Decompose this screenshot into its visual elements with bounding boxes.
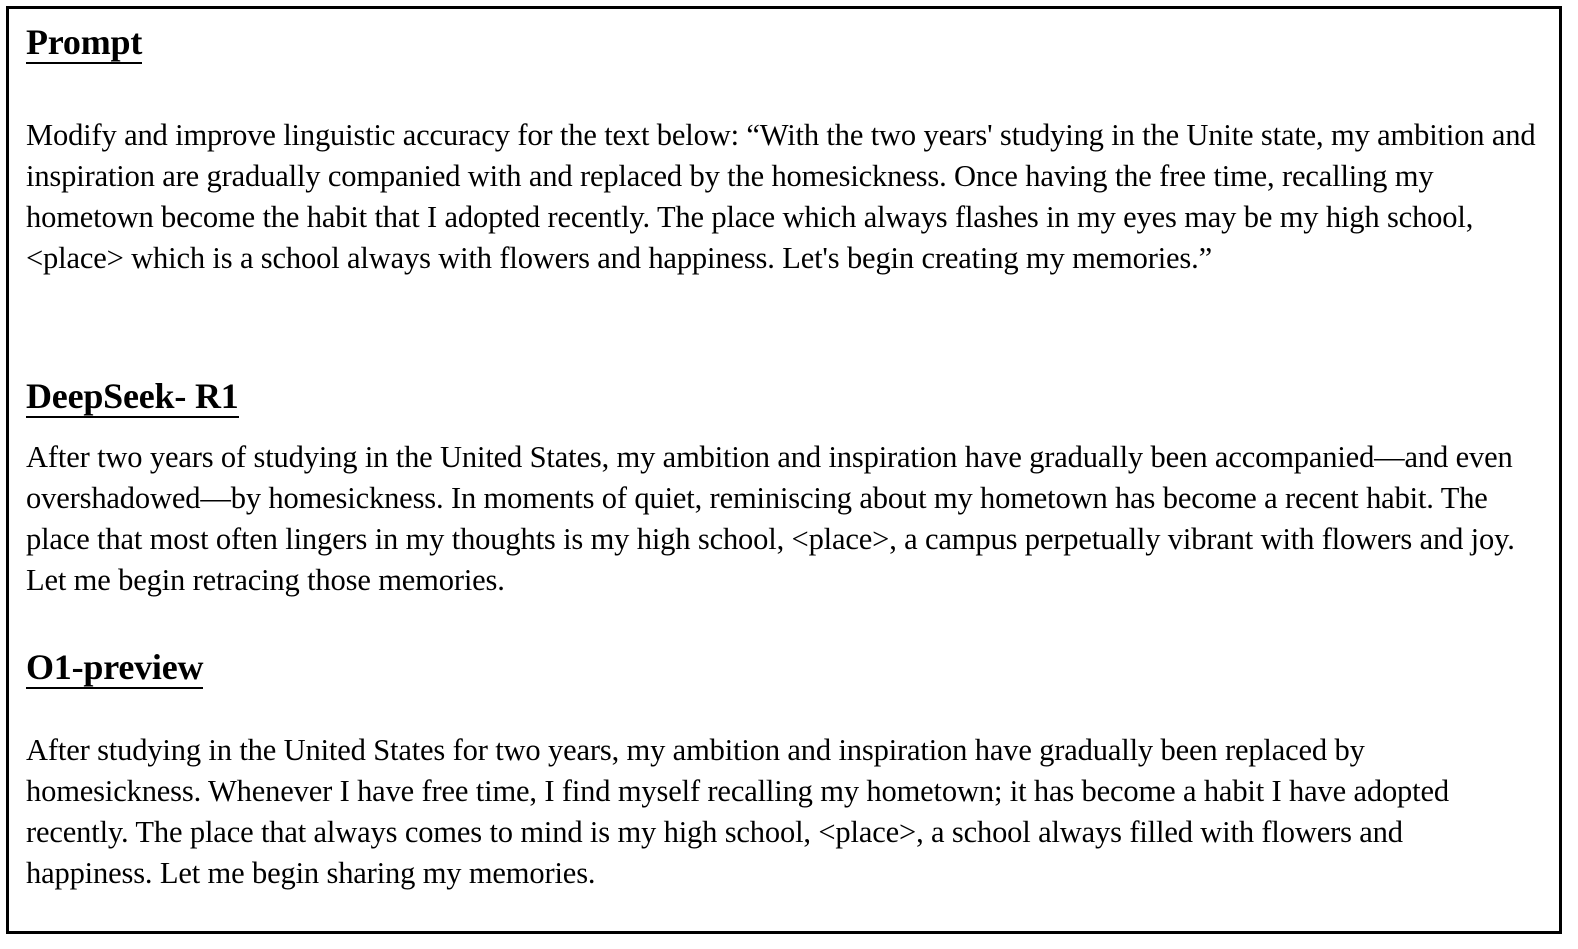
- deepseek-text: After two years of studying in the United States, my ambition and inspiration have gradually been accompanied—and even overshadowed—by homesickness. In moments of quiet, reminiscing about my hometown has become a recent habit. The place that most often lingers in my thoughts is my high school, <place>, a campus perpetually vibrant with flowers and joy. Let me begin retracing those memories.: [26, 440, 1515, 597]
- o1-preview-heading: O1-preview: [26, 647, 204, 687]
- o1-preview-text: After studying in the United States for two years, my ambition and inspiration have gradually been replaced by homesickness. Whenever I have free time, I find myself recalling my hometown; it has become a habit I have adopted recently. The place that always comes to mind is my high school, <place>, a school always filled with flowers and happiness. Let me begin sharing my memories.: [26, 733, 1449, 890]
- deepseek-heading: DeepSeek- R1: [26, 376, 239, 416]
- prompt-heading: Prompt: [26, 22, 143, 62]
- prompt-text: Modify and improve linguistic accuracy for the text below: “With the two years' studying in the Unite state, my ambition and inspiration are gradually companied with and replaced by the homesickness. Once having the free time, recalling my hometown become the habit that I adopted recently. The place which always flashes in my eyes may be my high school, <place> which is a school always with flowers and happiness. Let's begin creating my memories.”: [26, 118, 1536, 275]
